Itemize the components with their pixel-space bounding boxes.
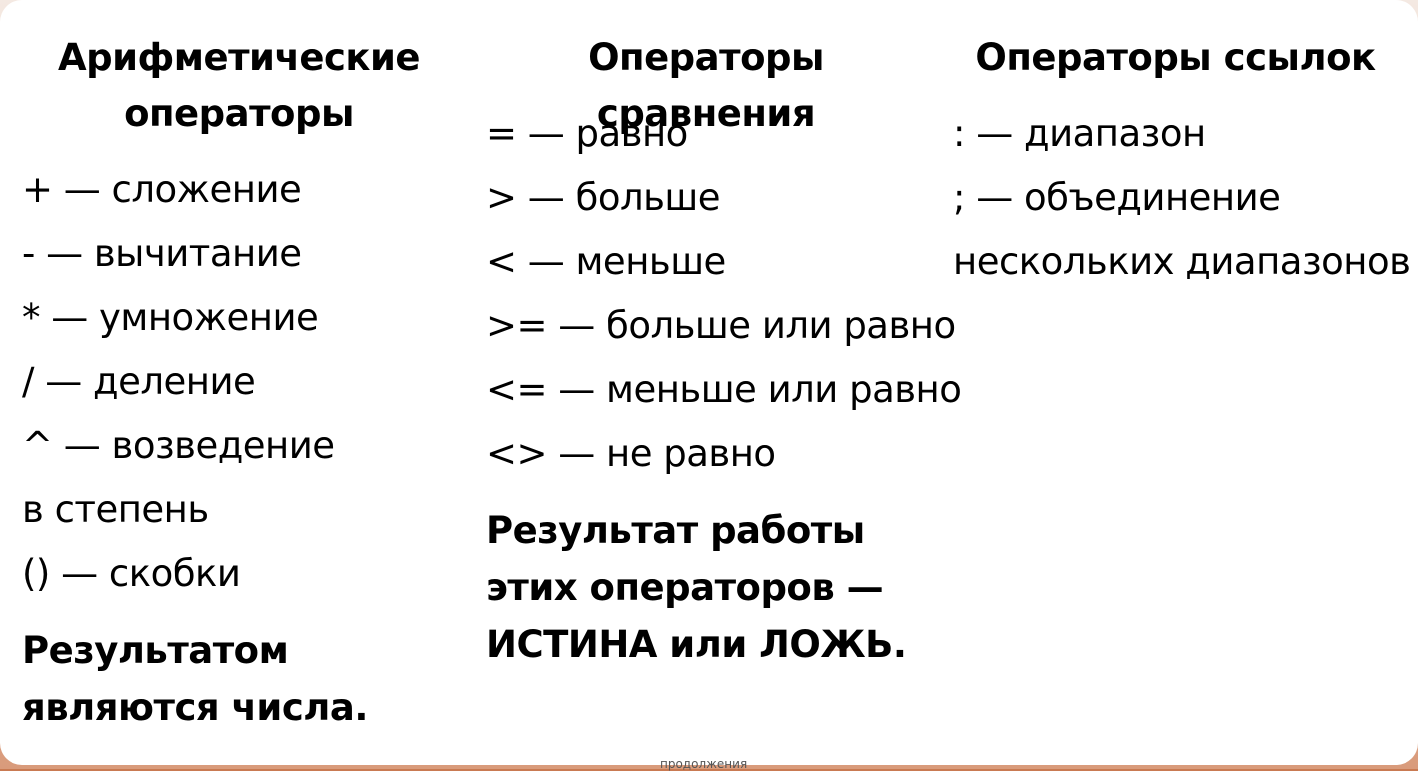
arithmetic-heading: Арифметические операторы [57, 36, 421, 135]
list-item: < — меньше [486, 240, 726, 283]
arithmetic-result-note: Результатом являются числа. [22, 629, 368, 729]
reference-heading: Операторы ссылок [975, 36, 1376, 79]
list-item: >= — больше или равно [486, 304, 956, 347]
comparison-list [486, 102, 961, 486]
list-item: нескольких диапазонов [953, 240, 1411, 283]
list-item: = — равно [486, 112, 688, 155]
list-item: ; — объединение [953, 176, 1281, 219]
arithmetic-list [22, 158, 335, 606]
list-item: ^ — возведение [22, 424, 335, 467]
list-item: / — деление [22, 360, 256, 403]
list-item: > — больше [486, 176, 721, 219]
reference-list [953, 102, 1410, 294]
comparison-heading: Операторы сравнения [588, 36, 824, 135]
list-item: : — диапазон [953, 112, 1206, 155]
list-item: <> — не равно [486, 432, 776, 475]
list-item: - — вычитание [22, 232, 302, 275]
footer-fragment: продолжения [660, 757, 748, 771]
list-item: + — сложение [22, 168, 302, 211]
list-item: * — умножение [22, 296, 319, 339]
comparison-result-note: Результат работы этих операторов — ИСТИНА или ЛОЖЬ. [486, 509, 907, 666]
list-item: в степень [22, 488, 209, 531]
list-item: <= — меньше или равно [486, 368, 962, 411]
list-item: () — скобки [22, 552, 241, 595]
